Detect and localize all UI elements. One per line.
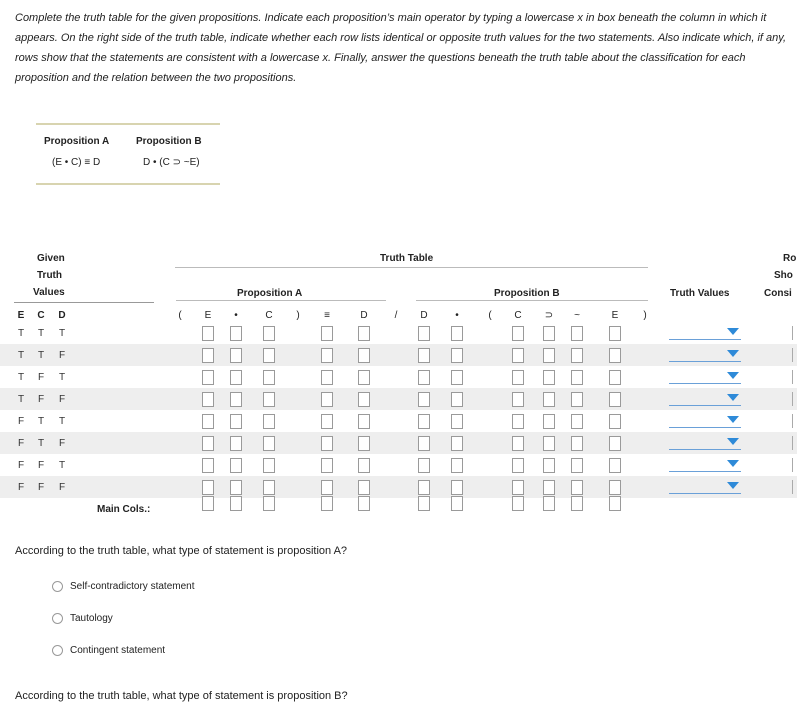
truth-value-input[interactable] (321, 348, 333, 363)
truth-value-input[interactable] (512, 326, 524, 341)
given-header-e: E (17, 310, 25, 321)
truth-value-input[interactable] (230, 392, 242, 407)
consistent-input-edge[interactable] (792, 370, 797, 384)
prop-a-heading: Proposition A (237, 288, 303, 299)
truth-value-input[interactable] (230, 436, 242, 451)
given-value: F (58, 350, 66, 361)
truth-value-input[interactable] (512, 414, 524, 429)
truth-values-heading: Truth Values (670, 288, 730, 299)
truth-value-input[interactable] (451, 458, 463, 473)
truth-value-input[interactable] (571, 392, 583, 407)
truth-value-input[interactable] (202, 326, 214, 341)
option-contingent[interactable] (52, 645, 165, 656)
option-tautology[interactable] (52, 613, 113, 624)
main-col-input[interactable] (609, 496, 621, 511)
truth-value-input[interactable] (321, 436, 333, 451)
radio-icon[interactable] (52, 645, 63, 656)
truth-value-input[interactable] (418, 370, 430, 385)
truth-value-input[interactable] (202, 414, 214, 429)
consistent-input-edge[interactable] (792, 392, 797, 406)
truth-value-input[interactable] (609, 436, 621, 451)
truth-value-input[interactable] (230, 370, 242, 385)
given-header-d: D (58, 310, 66, 321)
truth-table-rule (175, 267, 648, 268)
truth-value-input[interactable] (321, 392, 333, 407)
truth-value-input[interactable] (609, 414, 621, 429)
column-symbol: ) (643, 310, 647, 321)
chevron-down-icon[interactable] (727, 482, 739, 489)
truth-value-input[interactable] (202, 458, 214, 473)
truth-value-input[interactable] (571, 436, 583, 451)
truth-value-input[interactable] (358, 326, 370, 341)
column-symbol: E (611, 310, 619, 321)
consistent-input-edge[interactable] (792, 480, 797, 494)
given-value: T (17, 372, 25, 383)
truth-value-input[interactable] (543, 392, 555, 407)
given-value: F (37, 394, 45, 405)
given-value: T (37, 350, 45, 361)
given-value: T (37, 328, 45, 339)
column-symbol: D (360, 310, 368, 321)
truth-values-select[interactable] (669, 391, 741, 406)
given-value: T (17, 350, 25, 361)
truth-value-input[interactable] (571, 458, 583, 473)
truth-value-input[interactable] (358, 392, 370, 407)
truth-value-input[interactable] (263, 348, 275, 363)
truth-value-input[interactable] (358, 370, 370, 385)
truth-value-input[interactable] (543, 436, 555, 451)
main-col-input[interactable] (451, 496, 463, 511)
truth-value-input[interactable] (512, 480, 524, 495)
column-symbol: C (265, 310, 273, 321)
truth-value-input[interactable] (609, 480, 621, 495)
option-label: Contingent statement (70, 645, 166, 657)
consistent-input-edge[interactable] (792, 436, 797, 450)
truth-value-input[interactable] (202, 436, 214, 451)
truth-value-input[interactable] (571, 370, 583, 385)
truth-value-input[interactable] (263, 480, 275, 495)
given-value: T (58, 460, 66, 471)
column-symbol: / (394, 310, 398, 321)
given-value: T (17, 328, 25, 339)
consistent-input-edge[interactable] (792, 458, 797, 472)
truth-value-input[interactable] (451, 370, 463, 385)
given-value: F (37, 372, 45, 383)
main-col-input[interactable] (263, 496, 275, 511)
truth-values-select[interactable] (669, 413, 741, 428)
truth-value-input[interactable] (418, 348, 430, 363)
main-col-input[interactable] (418, 496, 430, 511)
given-value: F (17, 482, 25, 493)
given-value: F (58, 394, 66, 405)
main-cols-label: Main Cols.: (97, 504, 151, 515)
chevron-down-icon[interactable] (727, 394, 739, 401)
truth-value-input[interactable] (571, 414, 583, 429)
truth-value-input[interactable] (543, 480, 555, 495)
truth-value-input[interactable] (321, 414, 333, 429)
truth-value-input[interactable] (263, 370, 275, 385)
truth-value-input[interactable] (263, 436, 275, 451)
truth-value-input[interactable] (358, 458, 370, 473)
truth-values-select[interactable] (669, 435, 741, 450)
legend-a-title: Proposition A (44, 136, 110, 147)
truth-value-input[interactable] (321, 458, 333, 473)
truth-value-input[interactable] (418, 480, 430, 495)
truth-value-input[interactable] (358, 348, 370, 363)
instructions: Complete the truth table for the given propositions. Indicate each proposition’s main operator by typing a lowercase x in box beneath the column in which it appears. On the right side of the truth table, indicate whether each row lists identical or opposite truth values for the two statements. Also indicate which, if any, rows show that the statements are consistent with a lowercase x. Finally, answer the questions beneath the truth table about the classification for each proposition and the relation between the two propositions. (15, 12, 787, 84)
chevron-down-icon[interactable] (727, 438, 739, 445)
truth-value-input[interactable] (263, 392, 275, 407)
radio-icon[interactable] (52, 581, 63, 592)
legend-b-title: Proposition B (136, 136, 202, 147)
truth-value-input[interactable] (202, 370, 214, 385)
truth-value-input[interactable] (230, 348, 242, 363)
given-value: F (37, 482, 45, 493)
chevron-down-icon[interactable] (727, 460, 739, 467)
consistent-input-edge[interactable] (792, 326, 797, 340)
question-a-text: According to the truth table, what type of statement is proposition A? (15, 545, 348, 557)
given-value: F (17, 438, 25, 449)
truth-value-input[interactable] (543, 370, 555, 385)
column-symbol: ~ (574, 310, 580, 321)
column-symbol: D (420, 310, 428, 321)
truth-value-input[interactable] (230, 480, 242, 495)
truth-value-input[interactable] (609, 326, 621, 341)
truth-value-input[interactable] (609, 348, 621, 363)
given-value: F (17, 460, 25, 471)
truth-value-input[interactable] (358, 480, 370, 495)
column-symbol: ) (296, 310, 300, 321)
main-col-input[interactable] (321, 496, 333, 511)
column-symbol: E (204, 310, 212, 321)
column-symbol: C (514, 310, 522, 321)
given-value: F (37, 460, 45, 471)
truth-value-input[interactable] (263, 458, 275, 473)
given-rule (14, 302, 154, 303)
truth-value-input[interactable] (451, 348, 463, 363)
truth-value-input[interactable] (230, 326, 242, 341)
truth-values-select[interactable] (669, 369, 741, 384)
given-label-2: Truth (37, 270, 62, 281)
given-label-1: Given (37, 253, 65, 264)
given-label-3: Values (33, 287, 65, 298)
right-label-3: Consi (764, 288, 792, 299)
truth-value-input[interactable] (512, 392, 524, 407)
truth-value-input[interactable] (418, 326, 430, 341)
truth-value-input[interactable] (451, 326, 463, 341)
question-b-text: According to the truth table, what type of statement is proposition B? (15, 690, 348, 702)
prop-b-rule (416, 300, 648, 301)
truth-value-input[interactable] (543, 414, 555, 429)
truth-value-input[interactable] (358, 414, 370, 429)
given-value: T (58, 328, 66, 339)
truth-value-input[interactable] (571, 348, 583, 363)
truth-value-input[interactable] (571, 480, 583, 495)
column-symbol: ≡ (324, 310, 330, 321)
truth-value-input[interactable] (543, 348, 555, 363)
right-label-1: Ro (783, 253, 797, 264)
legend-a-formula: (E • C) ≡ D (52, 157, 101, 168)
truth-value-input[interactable] (418, 392, 430, 407)
given-value: T (37, 438, 45, 449)
truth-value-input[interactable] (451, 480, 463, 495)
truth-value-input[interactable] (321, 326, 333, 341)
truth-values-select[interactable] (669, 457, 741, 472)
chevron-down-icon[interactable] (727, 350, 739, 357)
truth-value-input[interactable] (609, 392, 621, 407)
truth-value-input[interactable] (609, 458, 621, 473)
truth-value-input[interactable] (451, 414, 463, 429)
truth-value-input[interactable] (512, 458, 524, 473)
truth-value-input[interactable] (202, 480, 214, 495)
truth-value-input[interactable] (263, 326, 275, 341)
proposition-legend (36, 123, 220, 185)
column-symbol: ( (488, 310, 492, 321)
option-label: Tautology (70, 613, 113, 625)
truth-values-select[interactable] (669, 479, 741, 494)
given-value: F (17, 416, 25, 427)
given-value: T (58, 416, 66, 427)
main-col-input[interactable] (202, 496, 214, 511)
truth-value-input[interactable] (543, 458, 555, 473)
truth-value-input[interactable] (418, 458, 430, 473)
given-value: F (58, 438, 66, 449)
truth-value-input[interactable] (263, 414, 275, 429)
truth-values-select[interactable] (669, 347, 741, 362)
truth-value-input[interactable] (230, 458, 242, 473)
column-symbol: ⊃ (544, 310, 554, 321)
chevron-down-icon[interactable] (727, 328, 739, 335)
truth-value-input[interactable] (230, 414, 242, 429)
truth-value-input[interactable] (321, 370, 333, 385)
truth-table-title: Truth Table (380, 253, 434, 264)
truth-value-input[interactable] (512, 436, 524, 451)
truth-value-input[interactable] (451, 392, 463, 407)
truth-values-select[interactable] (669, 325, 741, 340)
given-value: T (17, 394, 25, 405)
truth-value-input[interactable] (418, 436, 430, 451)
radio-icon[interactable] (52, 613, 63, 624)
given-value: T (37, 416, 45, 427)
legend-b-formula: D • (C ⊃ ~E) (143, 157, 200, 168)
truth-value-input[interactable] (321, 480, 333, 495)
truth-value-input[interactable] (418, 414, 430, 429)
prop-a-rule (176, 300, 386, 301)
main-col-input[interactable] (571, 496, 583, 511)
consistent-input-edge[interactable] (792, 414, 797, 428)
truth-value-input[interactable] (512, 348, 524, 363)
truth-value-input[interactable] (202, 348, 214, 363)
column-symbol: ( (178, 310, 182, 321)
right-label-2: Sho (774, 270, 793, 281)
column-symbol: • (234, 310, 238, 321)
main-col-input[interactable] (543, 496, 555, 511)
prop-b-heading: Proposition B (494, 288, 560, 299)
given-header-c: C (37, 310, 45, 321)
given-value: F (58, 482, 66, 493)
chevron-down-icon[interactable] (727, 416, 739, 423)
main-col-input[interactable] (358, 496, 370, 511)
main-col-input[interactable] (230, 496, 242, 511)
truth-value-input[interactable] (358, 436, 370, 451)
truth-value-input[interactable] (451, 436, 463, 451)
main-col-input[interactable] (512, 496, 524, 511)
truth-value-input[interactable] (571, 326, 583, 341)
consistent-input-edge[interactable] (792, 348, 797, 362)
option-label: Self-contradictory statement (70, 581, 195, 593)
truth-value-input[interactable] (512, 370, 524, 385)
column-symbol: • (455, 310, 459, 321)
truth-value-input[interactable] (543, 326, 555, 341)
truth-value-input[interactable] (202, 392, 214, 407)
option-self-contradictory[interactable] (52, 581, 195, 592)
chevron-down-icon[interactable] (727, 372, 739, 379)
truth-value-input[interactable] (609, 370, 621, 385)
given-value: T (58, 372, 66, 383)
